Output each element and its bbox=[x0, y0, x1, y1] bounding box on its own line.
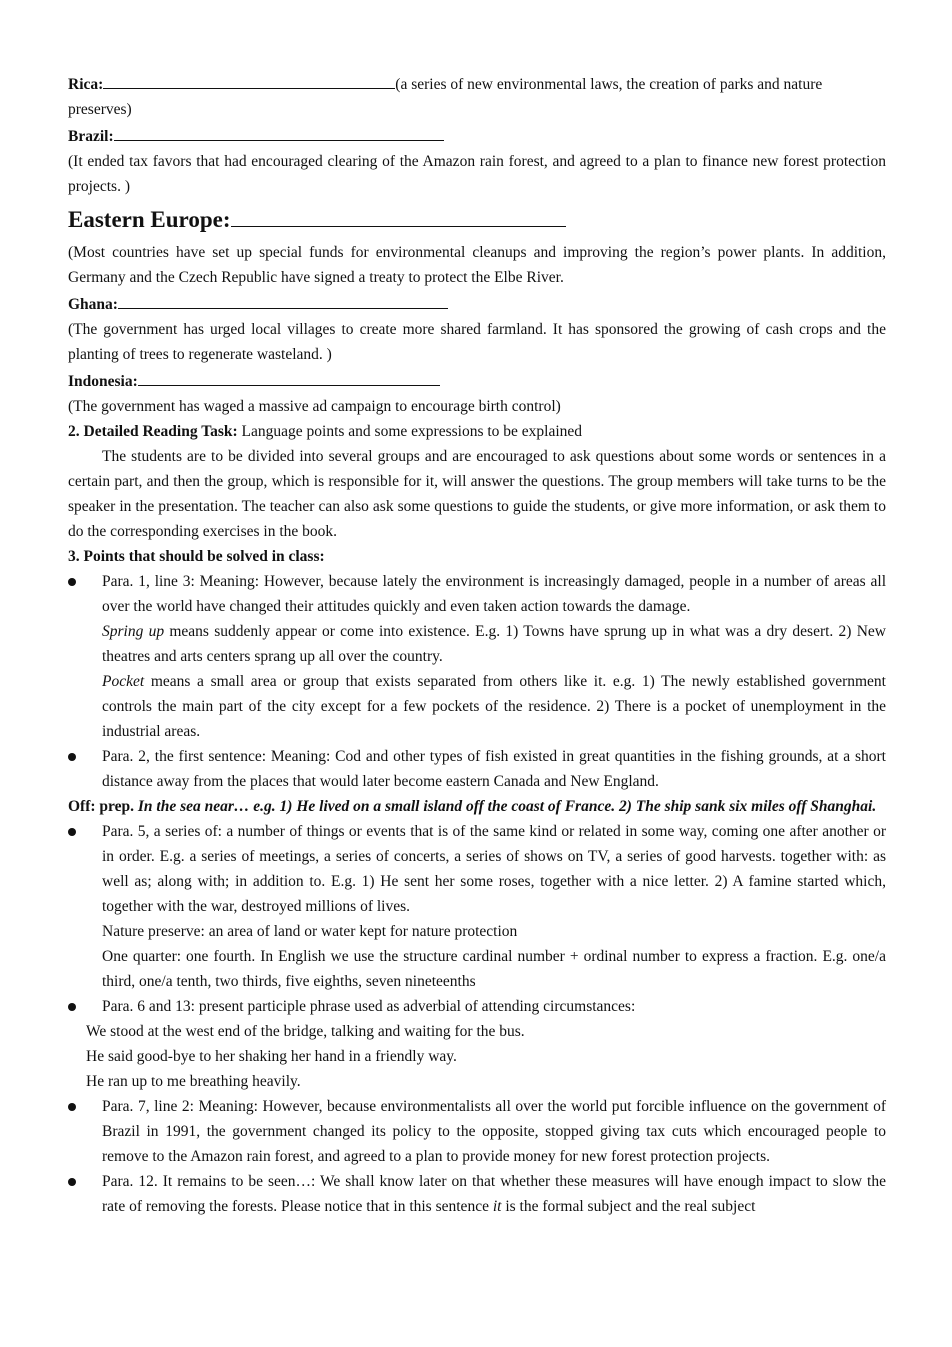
point-para2-text: Para. 2, the first sentence: Meaning: Cod and other types of fish existed in great quantities in the fishing grounds, at a short distance away from the places that would later become eastern Canada and New England. bbox=[102, 748, 886, 790]
rica-label: Rica: bbox=[68, 76, 104, 93]
task2-paragraph: The students are to be divided into several groups and are encouraged to ask questions about some words or sentences in a certain part, and then the group, which is responsible for it, will answer the questions. The group members will take turns to be the speaker in the presentation. The teacher can also ask some questions to guide the students, or give more information, or ask them to do the corresponding exercises in the book. bbox=[68, 448, 886, 540]
point-para5 bbox=[68, 819, 886, 919]
task3-heading bbox=[68, 544, 886, 569]
indonesia-label: Indonesia: bbox=[68, 373, 138, 390]
point-para7-text: Para. 7, line 2: Meaning: However, because environmentalists all over the world put forcible influence on the government of Brazil in 1991, the government changed its policy to the opposite, stopped giving tax cuts which encouraged people to remove to the Amazon rain forest, and agreed to a plan to provide money for new forest protection projects. bbox=[102, 1098, 886, 1165]
pocket-note bbox=[68, 669, 886, 744]
brazil-label: Brazil: bbox=[68, 128, 114, 145]
ghana-label: Ghana: bbox=[68, 296, 118, 313]
point-para5-text: Para. 5, a series of: a number of things or events that is of the same kind or related in some way, coming one after another or in order. E.g. a series of meetings, a series of concerts, a series of shows on TV, a series of good harvests. together with: as well as; along with; in addition to. E.g. 1) He sent her some roses, together with a nice letter. 2) A famine started which, together with the war, destroyed millions of lives. bbox=[102, 823, 886, 915]
bullet-icon bbox=[68, 1103, 76, 1111]
example-sentence: He ran up to me breathing heavily. bbox=[86, 1073, 301, 1090]
rica-note: (a series of new environmental laws, the creation of parks and nature preserves) bbox=[68, 76, 823, 118]
eastern-europe-label: Eastern Europe: bbox=[68, 207, 231, 232]
eastern-europe-note: (Most countries have set up special funds for environmental cleanups and improving the region’s power plants. In addition, Germany and the Czech Republic have signed a treaty to protect the Elbe River. bbox=[68, 244, 886, 286]
document-page bbox=[68, 70, 886, 1219]
task2-text: Language points and some expressions to be explained bbox=[237, 423, 583, 440]
off-label: Off: prep. bbox=[68, 798, 138, 815]
point-para12-text-b: is the formal subject and the real subject bbox=[501, 1198, 756, 1215]
answer-blank[interactable] bbox=[114, 122, 444, 141]
point-para1-text: Para. 1, line 3: Meaning: However, because lately the environment is increasingly damaged, people in a number of areas all over the world have changed their attitudes quickly and even taken action towards the damage. bbox=[102, 573, 886, 615]
off-note bbox=[68, 794, 886, 819]
ghana-note: (The government has urged local villages to create more shared farmland. It has sponsored the growing of cash crops and the planting of trees to regenerate wasteland. ) bbox=[68, 321, 886, 363]
bullet-icon bbox=[68, 578, 76, 586]
indonesia-line bbox=[68, 367, 886, 394]
point-para12-text-a: Para. 12. It remains to be seen…: We shall know later on that whether these measures will have enough impact to slow the rate of removing the forests. Please notice that in this sentence bbox=[102, 1173, 886, 1215]
ghana-line bbox=[68, 290, 886, 317]
point-para6 bbox=[68, 994, 886, 1019]
bullet-icon bbox=[68, 1003, 76, 1011]
rica-line bbox=[68, 70, 886, 122]
spring-up-term: Spring up bbox=[102, 623, 165, 640]
eastern-europe-heading bbox=[68, 204, 886, 233]
nature-preserve-note: Nature preserve: an area of land or water kept for nature protection bbox=[102, 923, 518, 940]
point-para7 bbox=[68, 1094, 886, 1169]
point-para2 bbox=[68, 744, 886, 794]
brazil-line bbox=[68, 122, 886, 149]
point-para12-it: it bbox=[492, 1198, 502, 1215]
example-sentence: He said good-bye to her shaking her hand in a friendly way. bbox=[86, 1048, 457, 1065]
point-para1 bbox=[68, 569, 886, 619]
spring-up-note bbox=[68, 619, 886, 669]
spring-up-text: means suddenly appear or come into existence. E.g. 1) Towns have sprung up in what was a dry desert. 2) New theatres and arts centers sprang up all over the country. bbox=[102, 623, 886, 665]
answer-blank[interactable] bbox=[118, 290, 448, 309]
indonesia-note: (The government has waged a massive ad campaign to encourage birth control) bbox=[68, 398, 561, 415]
bullet-icon bbox=[68, 1178, 76, 1186]
task2-label: 2. Detailed Reading Task: bbox=[68, 423, 238, 440]
answer-blank[interactable] bbox=[138, 367, 440, 386]
pocket-term: Pocket bbox=[102, 673, 145, 690]
point-para6-text: Para. 6 and 13: present participle phrase used as adverbial of attending circumstances: bbox=[102, 998, 636, 1015]
task2-heading bbox=[68, 419, 886, 444]
task3-label: 3. Points that should be solved in class: bbox=[68, 548, 325, 565]
example-sentence: We stood at the west end of the bridge, talking and waiting for the bus. bbox=[86, 1023, 525, 1040]
off-text: In the sea near… e.g. 1) He lived on a small island off the coast of France. 2) The ship sank six miles off Shanghai. bbox=[137, 798, 877, 815]
brazil-note: (It ended tax favors that had encouraged clearing of the Amazon rain forest, and agreed to a plan to finance new forest protection projects. ) bbox=[68, 153, 886, 195]
answer-blank[interactable] bbox=[231, 204, 566, 227]
answer-blank[interactable] bbox=[103, 70, 395, 89]
pocket-text: means a small area or group that exists separated from others like it. e.g. 1) The newly established government controls the main part of the city except for a few pockets of the residence. 2) There is a pocket of unemployment in the industrial areas. bbox=[102, 673, 886, 740]
one-quarter-note: One quarter: one fourth. In English we use the structure cardinal number + ordinal number to express a fraction. E.g. one/a third, one/a tenth, two thirds, five eighths, seven nineteenths bbox=[102, 948, 886, 990]
bullet-icon bbox=[68, 828, 76, 836]
bullet-icon bbox=[68, 753, 76, 761]
point-para12 bbox=[68, 1169, 886, 1219]
